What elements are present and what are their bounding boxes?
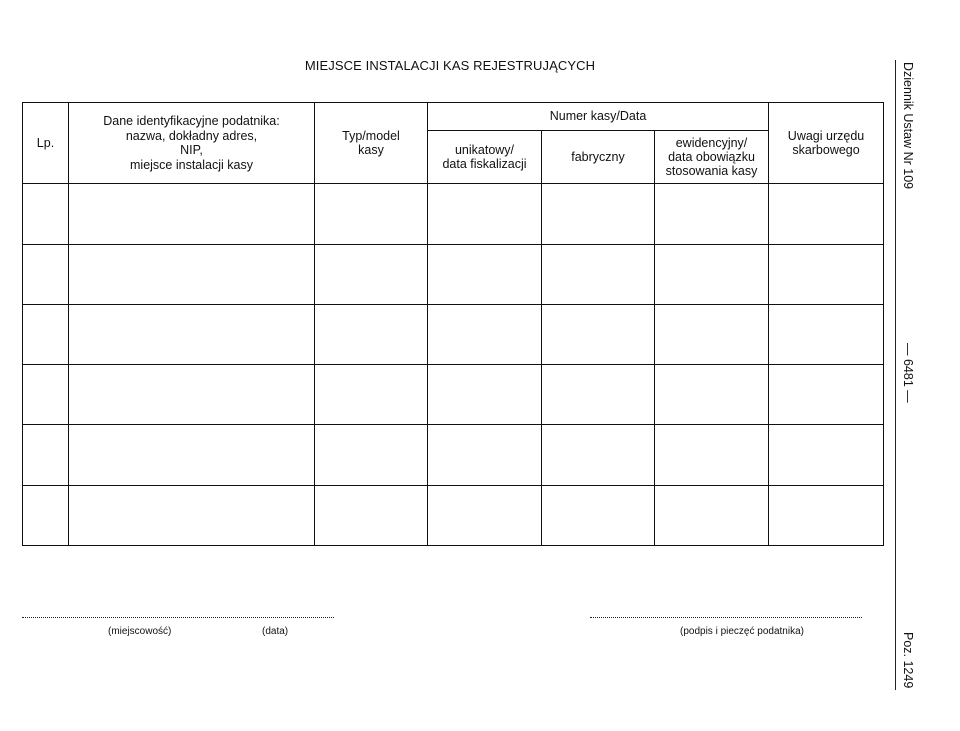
header-unique-number: unikatowy/ data fiskalizacji [428,131,542,184]
table-cell[interactable] [655,365,769,425]
table-cell[interactable] [542,485,655,545]
date-label: (data) [262,626,289,637]
header-factory-number: fabryczny [542,131,655,184]
header-register-number-group: Numer kasy/Data [428,103,769,131]
table-cell[interactable] [542,244,655,304]
table-cell[interactable] [23,184,69,244]
table-cell[interactable] [23,485,69,545]
form-title: MIEJSCE INSTALACJI KAS REJESTRUJĄCYCH [304,58,596,73]
table-cell[interactable] [428,485,542,545]
table-cell[interactable] [655,184,769,244]
table-cell[interactable] [428,184,542,244]
table-cell[interactable] [542,365,655,425]
header-tax-office-notes: Uwagi urzędu skarbowego [769,103,884,184]
header-register-type: Typ/model kasy [315,103,428,184]
table-cell[interactable] [69,184,315,244]
table-cell[interactable] [428,425,542,485]
table-cell[interactable] [542,425,655,485]
journal-name: Dziennik Ustaw Nr 109 [901,62,915,190]
table-cell[interactable] [428,244,542,304]
table-row [23,365,884,425]
table-cell[interactable] [655,425,769,485]
table-cell[interactable] [315,184,428,244]
table-cell[interactable] [23,365,69,425]
signature-dotted-line[interactable] [590,617,862,618]
table-cell[interactable] [542,184,655,244]
position-number: Poz. 1249 [901,632,915,689]
table-row [23,244,884,304]
table-cell[interactable] [315,304,428,364]
table-cell[interactable] [655,304,769,364]
signature-label: (podpis i pieczęć podatnika) [680,626,804,637]
page-number: — 6481 — [901,343,915,403]
table-cell[interactable] [69,485,315,545]
table-cell[interactable] [23,425,69,485]
table-cell[interactable] [315,485,428,545]
table-cell[interactable] [428,304,542,364]
table-cell[interactable] [23,244,69,304]
table-cell[interactable] [769,304,884,364]
table-cell[interactable] [769,184,884,244]
cash-register-table [22,102,884,546]
table-cell[interactable] [315,425,428,485]
place-date-dotted-line[interactable] [22,617,334,618]
table-row [23,304,884,364]
table-cell[interactable] [23,304,69,364]
table-cell[interactable] [69,244,315,304]
table-cell[interactable] [655,244,769,304]
table-cell[interactable] [769,244,884,304]
header-lp: Lp. [23,103,69,184]
table-cell[interactable] [769,485,884,545]
table-row [23,425,884,485]
place-label: (miejscowość) [108,626,172,637]
table-cell[interactable] [428,365,542,425]
table-cell[interactable] [769,365,884,425]
margin-rule [895,60,896,690]
table-cell[interactable] [69,365,315,425]
table-cell[interactable] [655,485,769,545]
header-taxpayer-data: Dane identyfikacyjne podatnika: nazwa, dokładny adres, NIP, miejsce instalacji kasy [69,103,315,184]
table-cell[interactable] [69,304,315,364]
table-row [23,485,884,545]
table-row [23,184,884,244]
table-cell[interactable] [315,365,428,425]
table-cell[interactable] [769,425,884,485]
table-cell[interactable] [69,425,315,485]
table-cell[interactable] [315,244,428,304]
table-cell[interactable] [542,304,655,364]
header-registry-number: ewidencyjny/ data obowiązku stosowania kasy [655,131,769,184]
